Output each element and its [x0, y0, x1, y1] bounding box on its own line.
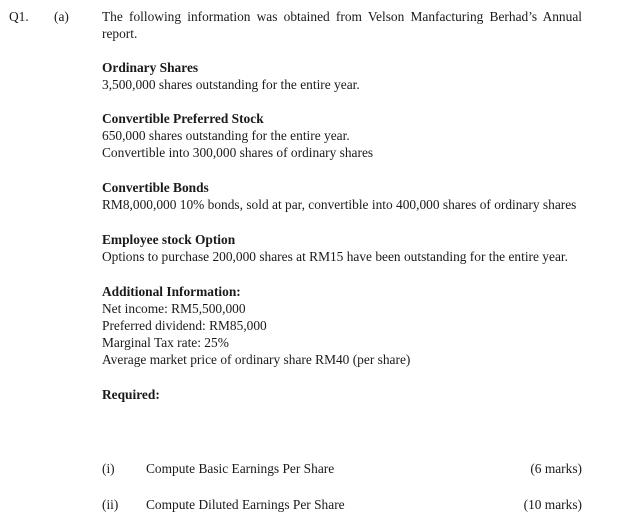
section-line: Preferred dividend: RM85,000: [102, 318, 267, 333]
section-line: 3,500,000 shares outstanding for the entire year.: [102, 77, 360, 92]
required-item: [102, 496, 582, 513]
section-heading: Employee stock Option: [102, 232, 236, 247]
section-heading: Ordinary Shares: [102, 60, 199, 75]
required-item-marks: (6 marks): [530, 461, 582, 476]
section-convertible-bonds: [102, 179, 582, 213]
required-item-marks: (10 marks): [523, 497, 582, 512]
required-item-number: (ii): [102, 497, 119, 512]
section-convertible-preferred-stock: [102, 110, 582, 161]
required-item: [102, 460, 582, 477]
section-heading: Convertible Bonds: [102, 180, 209, 195]
section-text: RM8,000,000 10% bonds, sold at par, convertible into 400,000 shares of ordinary shares: [102, 197, 577, 212]
question-number: Q1.: [9, 9, 29, 24]
section-heading: Convertible Preferred Stock: [102, 111, 264, 126]
section-line: Average market price of ordinary share RM40 (per share): [102, 352, 411, 367]
required-item-number: (i): [102, 461, 115, 476]
question-part: (a): [54, 9, 69, 24]
section-line: Convertible into 300,000 shares of ordinary shares: [102, 145, 374, 160]
section-line: Net income: RM5,500,000: [102, 301, 246, 316]
section-employee-stock-option: [102, 231, 582, 265]
section-text: Options to purchase 200,000 shares at RM15 have been outstanding for the entire year.: [102, 249, 568, 264]
section-heading: Additional Information:: [102, 284, 241, 299]
section-line: 650,000 shares outstanding for the entire year.: [102, 128, 350, 143]
required-heading: Required:: [102, 387, 160, 402]
section-ordinary-shares: [102, 59, 582, 93]
question-body: [102, 8, 582, 403]
required-item-text: Compute Diluted Earnings Per Share: [146, 497, 345, 512]
required-item-text: Compute Basic Earnings Per Share: [146, 461, 335, 476]
section-line: Marginal Tax rate: 25%: [102, 335, 229, 350]
intro-text: The following information was obtained from Velson Manfacturing Berhad’s Annual report.: [102, 9, 582, 41]
section-additional-information: [102, 283, 582, 368]
